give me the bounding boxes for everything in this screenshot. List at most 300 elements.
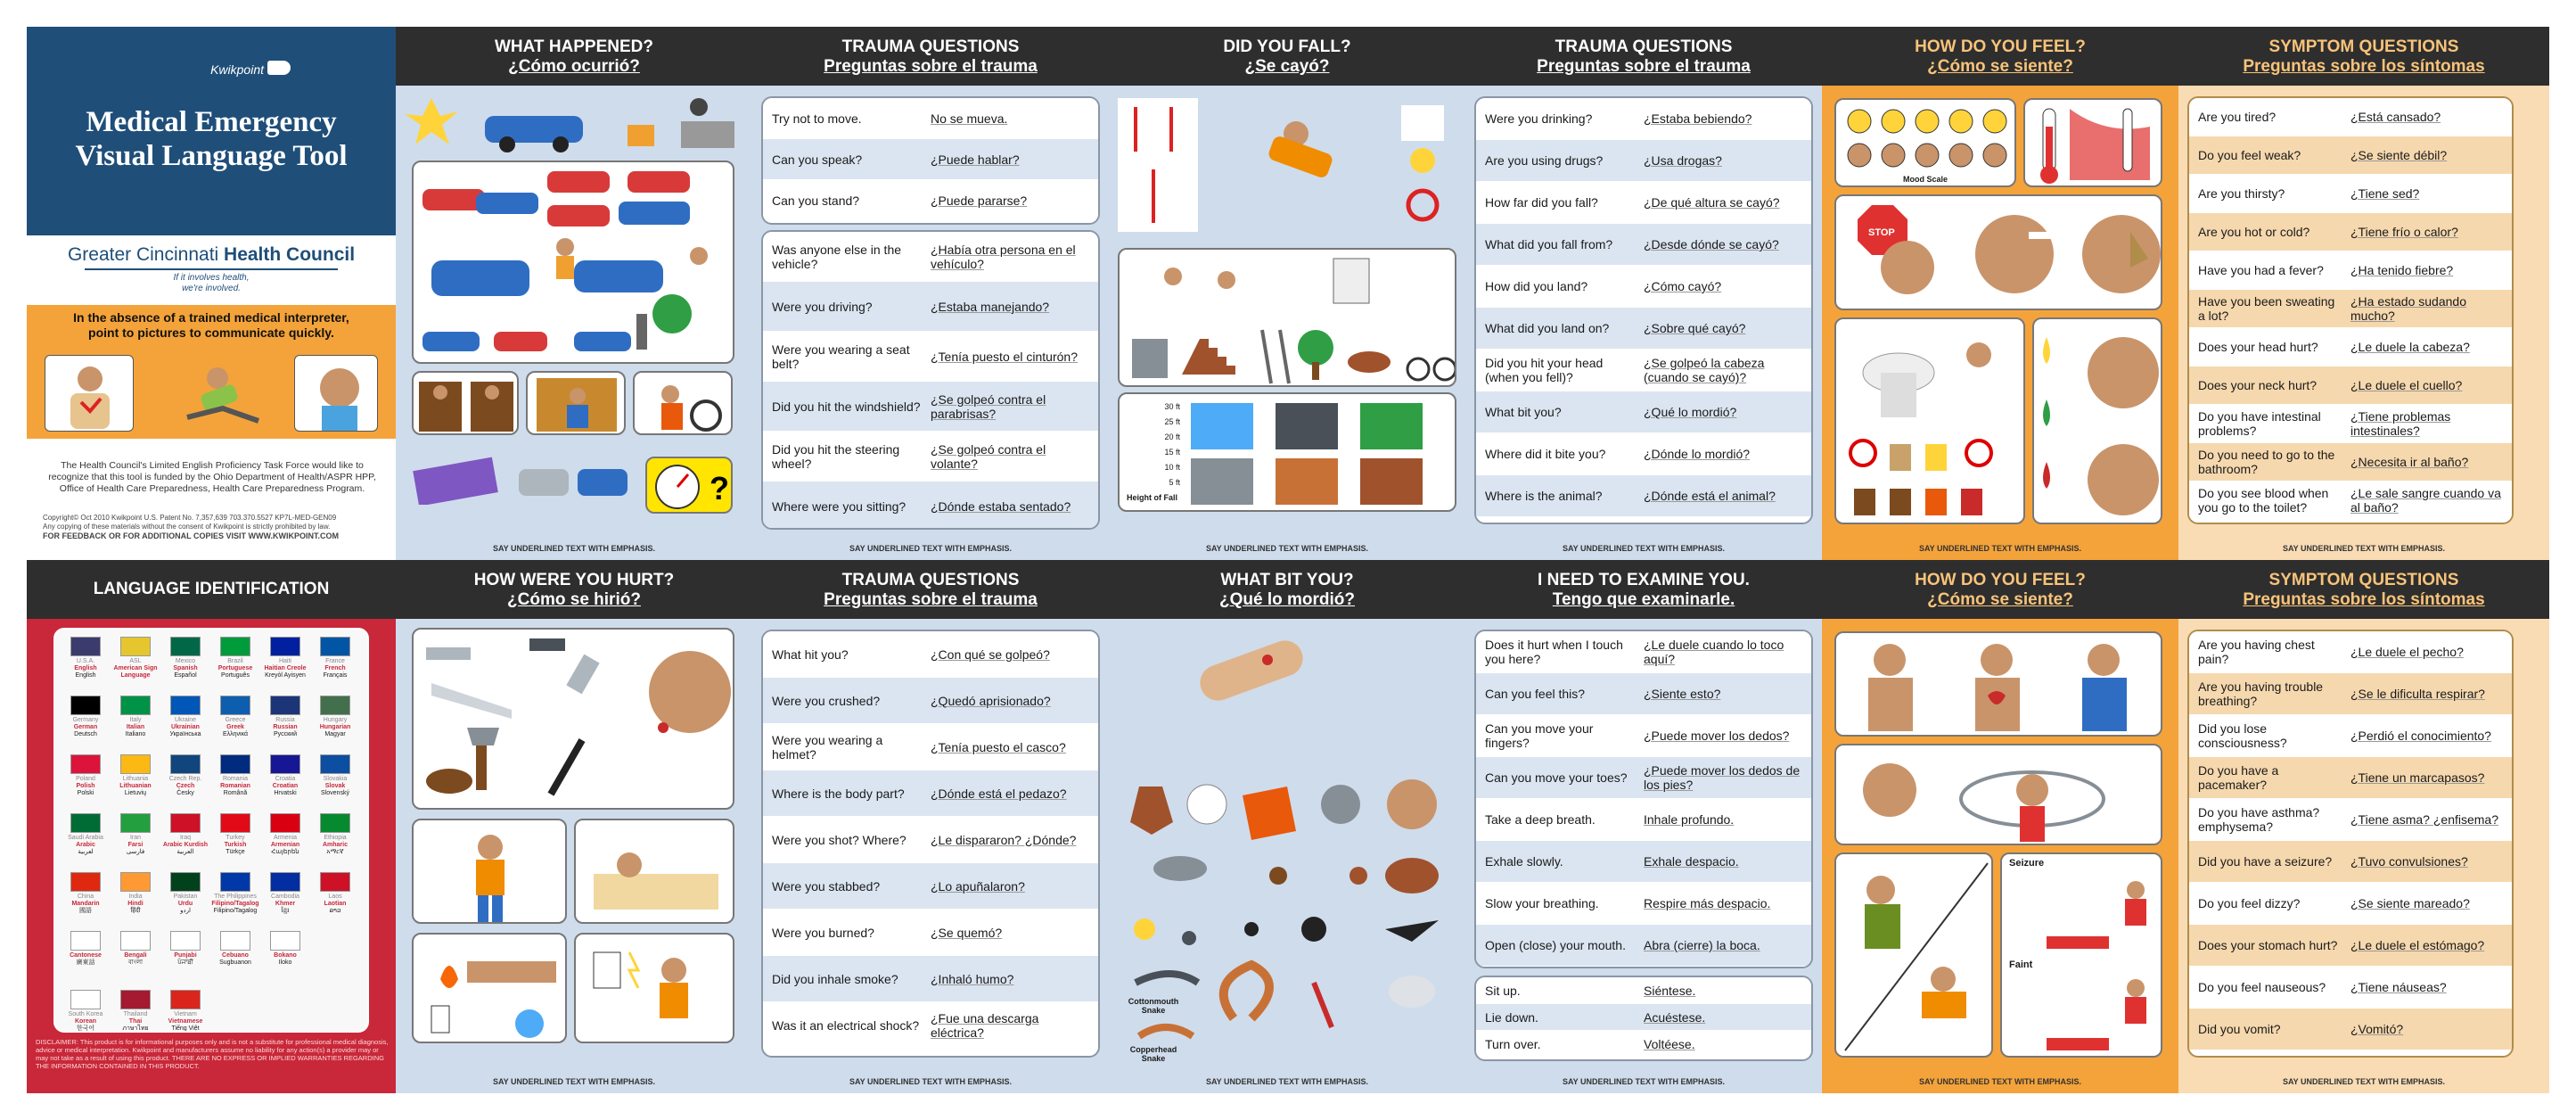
question-row	[763, 817, 1098, 863]
language-name: Bokano	[274, 952, 297, 959]
country-name: Iraq	[179, 835, 192, 841]
question-row	[1476, 224, 1811, 266]
question-row	[763, 770, 1098, 817]
question-english: How far did you fall?	[1485, 195, 1598, 210]
question-english: Have you had a fever?	[2198, 263, 2324, 277]
language-item[interactable]	[260, 813, 310, 869]
svg-text:STOP: STOP	[1868, 227, 1895, 238]
question-spanish: ¿Tiene asma? ¿enfisema?	[2350, 812, 2498, 827]
language-item[interactable]	[310, 637, 360, 692]
emphasis-note: SAY UNDERLINED TEXT WITH EMPHASIS.	[1562, 544, 1726, 553]
thermometer-picture	[2023, 98, 2162, 187]
did-you-fall-panel	[1109, 27, 1465, 560]
question-row	[1476, 98, 1811, 140]
symptom-card-a	[2187, 96, 2514, 524]
language-native: हिंदी	[130, 908, 141, 914]
language-name: Armenian	[270, 842, 300, 848]
language-name: Cantonese	[70, 952, 102, 959]
question-english: Were you crushed?	[772, 693, 881, 708]
flag-icon	[270, 931, 300, 951]
question-spanish: ¿Puede mover los dedos?	[1644, 729, 1790, 743]
language-item[interactable]	[111, 813, 160, 869]
language-item[interactable]	[61, 813, 111, 869]
question-english: Do you have a pacemaker?	[2198, 763, 2279, 792]
question-spanish: ¿Tiene un marcapasos?	[2350, 770, 2485, 785]
language-name: American Sign Language	[113, 665, 158, 679]
language-native: Українська	[169, 731, 201, 737]
language-item[interactable]	[310, 813, 360, 869]
country-name: Saudi Arabia	[68, 835, 103, 841]
country-name: Vietnam	[174, 1011, 197, 1017]
question-row	[763, 382, 1098, 432]
vehicle-interior-picture	[412, 371, 519, 435]
question-row	[2189, 290, 2512, 328]
question-spanish: No se mueva.	[931, 111, 1008, 126]
language-item[interactable]	[111, 990, 160, 1033]
question-spanish: ¿Ha tenido fiebre?	[2350, 263, 2454, 277]
question-row	[2189, 175, 2512, 213]
language-name: Spanish	[173, 665, 198, 671]
flag-icon	[70, 813, 101, 833]
language-item[interactable]	[260, 931, 310, 986]
question-english: Are you having trouble breathing?	[2198, 679, 2324, 708]
language-native: ภาษาไทย	[122, 1025, 149, 1032]
flag-icon	[70, 990, 101, 1009]
question-spanish: Siéntese.	[1644, 983, 1696, 998]
emphasis-note: SAY UNDERLINED TEXT WITH EMPHASIS.	[1562, 1077, 1726, 1086]
question-row	[1476, 475, 1811, 517]
language-name: Khmer	[275, 901, 296, 907]
question-english: Did you have a seizure?	[2198, 854, 2333, 869]
question-row	[763, 232, 1098, 282]
question-row	[1476, 182, 1811, 224]
trauma-questions-panel-3	[752, 560, 1109, 1093]
question-row	[2189, 967, 2512, 1009]
country-name: South Korea	[68, 1011, 103, 1017]
question-english: Does your neck hurt?	[2198, 378, 2318, 392]
language-item[interactable]	[210, 872, 260, 927]
cover-intro: In the absence of a trained medical interpreter, point to pictures to communicate quickly.	[73, 310, 349, 340]
country-name: The Philippines	[214, 894, 257, 900]
flag-icon	[220, 637, 250, 656]
language-item[interactable]	[160, 813, 210, 869]
question-row	[2189, 443, 2512, 482]
question-english: Can you speak?	[772, 152, 863, 167]
question-english: Are you thirsty?	[2198, 186, 2285, 201]
flag-icon	[170, 872, 201, 892]
language-native: Kreyòl Ayisyen	[265, 672, 306, 679]
question-row	[763, 1002, 1098, 1049]
height-caption: Height of Fall	[1127, 493, 1177, 502]
mood-scale-label: Mood Scale	[1902, 175, 1948, 184]
examine-card	[1474, 630, 1813, 968]
country-name: Mexico	[175, 658, 196, 664]
country-name: Hungary	[323, 717, 348, 723]
flag-icon	[170, 637, 201, 656]
language-item[interactable]	[310, 872, 360, 927]
country-name: U.S.A.	[76, 658, 95, 664]
language-native: Magyar	[324, 731, 346, 737]
question-spanish: ¿Sobre qué cayó?	[1644, 321, 1746, 335]
language-item[interactable]	[61, 872, 111, 927]
question-row	[1476, 391, 1811, 433]
question-spanish: ¿Qué lo mordió?	[1644, 405, 1737, 419]
question-row	[2189, 799, 2512, 841]
seizure-faint-picture	[2000, 852, 2162, 1058]
language-item[interactable]	[160, 931, 210, 986]
language-item[interactable]	[111, 754, 160, 810]
question-english: Are you using drugs?	[1485, 153, 1604, 168]
question-english: Were you burned?	[772, 925, 874, 940]
country-name: Pakistan	[173, 894, 198, 900]
injured-person-picture	[574, 819, 734, 924]
question-english: What bit you?	[1485, 405, 1562, 419]
question-spanish: ¿Estaba bebiendo?	[1644, 111, 1752, 126]
question-row	[763, 98, 1098, 139]
question-spanish: ¿Tiene sed?	[2350, 186, 2420, 201]
flag-icon	[170, 696, 201, 715]
question-row	[1476, 799, 1811, 841]
flag-icon	[120, 696, 151, 715]
language-item[interactable]	[61, 754, 111, 810]
flag-icon	[70, 872, 101, 892]
nausea-picture	[1834, 852, 1993, 1058]
question-spanish: ¿Dónde está el animal?	[1644, 489, 1776, 503]
question-english: Do you feel dizzy?	[2198, 896, 2301, 910]
language-item[interactable]	[210, 990, 260, 1033]
weapons-tools-picture	[412, 628, 734, 810]
trauma-questions-panel-1	[752, 27, 1109, 560]
flag-icon	[220, 931, 250, 951]
emphasis-note: SAY UNDERLINED TEXT WITH EMPHASIS.	[1205, 544, 1369, 553]
flag-icon	[120, 872, 151, 892]
language-native: Español	[174, 672, 197, 679]
question-row	[2189, 631, 2512, 673]
question-row	[2189, 757, 2512, 799]
country-name: Ukraine	[174, 717, 197, 723]
question-english: Were you shot? Where?	[772, 832, 907, 847]
language-name: Greek	[226, 724, 244, 730]
country-name: Iran	[129, 835, 142, 841]
language-name: Russian	[273, 724, 298, 730]
language-item[interactable]	[61, 696, 111, 751]
question-english: Lie down.	[1485, 1009, 1538, 1025]
language-item[interactable]	[260, 696, 310, 751]
question-english: Are you hot or cold?	[2198, 225, 2310, 239]
question-row	[763, 863, 1098, 910]
language-native: Français	[323, 672, 348, 679]
question-english: Were you stabbed?	[772, 878, 881, 894]
language-item[interactable]	[260, 990, 310, 1033]
country-name: Thailand	[123, 1011, 148, 1017]
question-row	[763, 139, 1098, 180]
flag-icon	[120, 931, 151, 951]
question-spanish: ¿Tenía puesto el casco?	[931, 739, 1066, 754]
question-row	[763, 678, 1098, 724]
copperhead-label: Copperhead Snake	[1129, 1045, 1177, 1063]
question-spanish: Acuéstese.	[1644, 1009, 1706, 1025]
language-native: Iloko	[278, 959, 292, 966]
trauma-card-a	[761, 96, 1100, 225]
language-native: Sugbuanon	[219, 959, 251, 966]
country-name: France	[325, 658, 345, 664]
question-row	[1476, 715, 1811, 757]
question-english: Were you driving?	[772, 299, 873, 314]
question-spanish: Exhale despacio.	[1644, 854, 1739, 869]
flag-icon	[70, 696, 101, 715]
flag-icon	[120, 990, 151, 1009]
country-name: Lithuania	[122, 776, 149, 782]
height-tick: 25 ft	[1164, 417, 1180, 426]
how-do-you-feel-panel-1	[1822, 27, 2178, 560]
country-name: Brazil	[227, 658, 243, 664]
question-spanish: ¿Fue una descarga eléctrica?	[931, 1010, 1039, 1040]
language-native: Italiano	[125, 731, 146, 737]
flag-icon	[320, 754, 350, 774]
language-item[interactable]	[210, 813, 260, 869]
bit-header: WHAT BIT YOU? ¿Qué lo mordió?	[1109, 560, 1465, 619]
language-name: Hindi	[127, 901, 144, 907]
question-spanish: ¿Puede hablar?	[931, 152, 1020, 167]
question-spanish: ¿Se golpeó la cabeza (cuando se cayó)?	[1644, 356, 1765, 384]
steering-picture	[633, 371, 733, 435]
question-spanish: ¿Tiene frío o calor?	[2350, 225, 2458, 239]
language-name: Arabic	[76, 842, 95, 848]
language-item[interactable]	[160, 696, 210, 751]
question-english: Did you hit the windshield?	[772, 399, 921, 414]
question-spanish: ¿Le sale sangre cuando va al baño?	[2350, 486, 2501, 515]
question-spanish: ¿Tiene problemas intestinales?	[2350, 409, 2451, 438]
symptom-questions-panel-1	[2178, 27, 2549, 560]
language-name: Korean	[74, 1018, 97, 1025]
trauma-card-b	[761, 230, 1100, 530]
language-item[interactable]	[210, 931, 260, 986]
country-name: Italy	[129, 717, 142, 723]
language-item[interactable]	[310, 990, 360, 1033]
flag-icon	[220, 754, 250, 774]
language-native: Ελληνικά	[222, 731, 249, 737]
language-name: French	[324, 665, 346, 671]
language-item[interactable]	[310, 696, 360, 751]
question-row	[1476, 433, 1811, 475]
language-name: Farsi	[127, 842, 144, 848]
country-name: India	[128, 894, 143, 900]
flag-icon	[170, 813, 201, 833]
cover-credit: The Health Council's Limited English Proficiency Task Force would like to recognize that this tool is funded by the Ohio Department of Health/ASPR HPP, Office of Health Care Preparedness, Health Care Preparedness Program.	[48, 460, 376, 494]
question-spanish: ¿Desde dónde se cayó?	[1644, 237, 1779, 251]
language-item[interactable]	[310, 754, 360, 810]
health-council-logo: Greater Cincinnati Health Council If it involves health, we're involved.	[27, 244, 396, 294]
language-name: Bengali	[124, 952, 147, 959]
language-native: 廣東話	[76, 959, 95, 966]
language-native: বাংলা	[127, 959, 144, 966]
language-item[interactable]	[210, 637, 260, 692]
trauma-header-1: TRAUMA QUESTIONS Preguntas sobre el trauma	[752, 27, 1109, 86]
burn-picture	[412, 933, 567, 1043]
flag-icon	[270, 813, 300, 833]
language-native: Türkçe	[226, 849, 245, 855]
flag-icon	[320, 696, 350, 715]
language-native: فارسی	[126, 849, 145, 855]
language-native: Filipino/Tagalog	[213, 908, 258, 914]
question-english: How did you land?	[1485, 279, 1588, 293]
language-item[interactable]	[160, 754, 210, 810]
country-name: Croatia	[275, 776, 296, 782]
language-item[interactable]	[160, 872, 210, 927]
language-item[interactable]	[111, 872, 160, 927]
question-english: Do you feel weak?	[2198, 148, 2301, 162]
question-spanish: ¿Vomitó?	[2350, 1022, 2404, 1036]
question-english: Where is the animal?	[1485, 489, 1603, 503]
feel-header-2: HOW DO YOU FEEL? ¿Cómo se siente?	[1822, 560, 2178, 619]
animals-picture	[1118, 626, 1456, 1063]
question-spanish: ¿Usa drogas?	[1644, 153, 1722, 168]
question-spanish: ¿Inhaló humo?	[931, 971, 1014, 986]
language-native: Lietuvių	[124, 790, 147, 796]
height-scale-picture	[1118, 392, 1456, 512]
question-spanish: ¿Ha estado sudando mucho?	[2350, 294, 2466, 323]
emphasis-note: SAY UNDERLINED TEXT WITH EMPHASIS.	[492, 544, 656, 553]
flag-icon	[70, 754, 101, 774]
language-item[interactable]	[260, 637, 310, 692]
country-name: Cambodia	[271, 894, 299, 900]
question-row	[763, 332, 1098, 382]
question-spanish: ¿Se quemó?	[931, 925, 1003, 940]
language-name: Arabic Kurdish	[162, 842, 209, 848]
language-item[interactable]	[61, 637, 111, 692]
language-item[interactable]	[260, 754, 310, 810]
country-name: Armenia	[273, 835, 298, 841]
disclaimer: DISCLAIMER: This product is for informational purposes only and is not a substitute for professional medical diagnosis, advice or medical interpretation. Kwikpoint and manufacturers assume no liability for any action(s) a provider may or may not take as a result of using this product. THERE ARE NO EXPRESS OR IMPLIED WARRANTIES REGARDING THE INFORMATION CONTAINED IN THIS PRODUCT.	[36, 1038, 389, 1070]
seizure-label: Seizure	[2009, 858, 2045, 869]
trauma-card-c	[1474, 96, 1813, 524]
question-spanish: ¿Puede pararse?	[931, 193, 1028, 208]
question-row	[1476, 631, 1811, 673]
question-row	[2189, 405, 2512, 443]
question-spanish: ¿Se le dificulta respirar?	[2350, 687, 2485, 701]
language-name: Hungarian	[319, 724, 351, 730]
language-native: اردو	[180, 908, 191, 914]
language-item[interactable]	[160, 990, 210, 1033]
language-item[interactable]	[111, 696, 160, 751]
language-item[interactable]	[111, 637, 160, 692]
question-row	[2189, 213, 2512, 251]
examine-header: I NEED TO EXAMINE YOU. Tengo que examinarle.	[1465, 560, 1822, 619]
question-english: Sit up.	[1485, 983, 1521, 998]
question-row	[1476, 350, 1811, 391]
language-item[interactable]	[160, 637, 210, 692]
emphasis-note: SAY UNDERLINED TEXT WITH EMPHASIS.	[849, 544, 1013, 553]
question-row	[763, 180, 1098, 221]
height-tick: 30 ft	[1164, 402, 1180, 411]
country-name: Romania	[222, 776, 248, 782]
question-english: Does your head hurt?	[2198, 340, 2318, 354]
symptom-questions-panel-2	[2178, 560, 2549, 1093]
question-row	[2189, 136, 2512, 175]
fall-causes-picture	[1118, 248, 1456, 387]
trauma-card-d	[761, 630, 1100, 1058]
language-item[interactable]	[310, 931, 360, 986]
question-row	[1476, 925, 1811, 967]
flag-icon	[270, 696, 300, 715]
question-english: Does your stomach hurt?	[2198, 938, 2338, 952]
flag-icon	[120, 813, 151, 833]
question-english: Have you been sweating a lot?	[2198, 294, 2335, 323]
flag-icon	[220, 872, 250, 892]
cover-intro-band	[27, 305, 396, 439]
nose-mouth-picture	[2032, 317, 2162, 524]
symptom-header-1: SYMPTOM QUESTIONS Preguntas sobre los síntomas	[2178, 27, 2549, 86]
language-item[interactable]	[210, 754, 260, 810]
question-row	[2189, 251, 2512, 290]
language-native: ਪੰਜਾਬੀ	[177, 959, 193, 966]
height-tick: 10 ft	[1164, 463, 1180, 472]
language-name: Polish	[76, 783, 95, 789]
language-name: Ukrainian	[171, 724, 200, 730]
question-row	[2189, 98, 2512, 136]
cottonmouth-label: Cottonmouth Snake	[1128, 997, 1179, 1015]
language-item[interactable]	[210, 696, 260, 751]
emphasis-note: SAY UNDERLINED TEXT WITH EMPHASIS.	[2282, 544, 2446, 553]
hurt-header: HOW WERE YOU HURT? ¿Cómo se hirió?	[396, 560, 752, 619]
language-native: Português	[221, 672, 250, 679]
language-native: Tiếng Việt	[171, 1025, 200, 1032]
question-english: Did you inhale smoke?	[772, 971, 898, 986]
question-spanish: ¿Le duele el cuello?	[2350, 378, 2463, 392]
question-spanish: ¿Dónde está el pedazo?	[931, 786, 1067, 801]
question-english: Where is the body part?	[772, 786, 905, 801]
language-item[interactable]	[260, 872, 310, 927]
question-english: Do you have asthma? emphysema?	[2198, 805, 2320, 834]
question-spanish: ¿Necesita ir al baño?	[2350, 455, 2469, 469]
question-english: Do you need to go to the bathroom?	[2198, 448, 2335, 476]
fall-header: DID YOU FALL? ¿Se cayó?	[1109, 27, 1465, 86]
language-name: German	[73, 724, 98, 730]
question-english: Did you hit your head (when you fell)?	[1485, 356, 1604, 384]
language-name: Cebuano	[222, 952, 249, 959]
language-item[interactable]	[61, 931, 111, 986]
question-spanish: ¿Está cansado?	[2350, 110, 2441, 124]
question-english: Exhale slowly.	[1485, 854, 1563, 869]
question-row	[763, 631, 1098, 678]
question-row	[1476, 1004, 1811, 1031]
question-english: Are you tired?	[2198, 110, 2277, 124]
cover-copyright: Copyright© Oct 2010 Kwikpoint U.S. Patent No. 7,357,639 703.370.5527 KP7L-MED-GEN09 Any copying of these materials without the consent of Kwikpoint is strictly prohibited by law. FOR FEEDBACK OR FOR ADDITIONAL COPIES VISIT WWW.KWIKPOINT.COM	[43, 514, 339, 540]
question-english: Were you wearing a helmet?	[772, 732, 883, 762]
question-english: Where were you sitting?	[772, 498, 907, 514]
wreck-picture	[412, 442, 635, 505]
flag-icon	[220, 813, 250, 833]
language-item[interactable]	[111, 931, 160, 986]
question-spanish: ¿Dónde estaba sentado?	[931, 498, 1071, 514]
language-native: 國語	[79, 908, 92, 914]
examine-panel	[1465, 560, 1822, 1093]
question-spanish: Voltéese.	[1644, 1036, 1695, 1051]
question-english: Are you having chest pain?	[2198, 638, 2315, 666]
height-tick: 5 ft	[1169, 478, 1180, 487]
language-item[interactable]	[61, 990, 111, 1033]
language-native: Slovenský	[321, 790, 349, 796]
question-spanish: ¿Se siente mareado?	[2350, 896, 2470, 910]
question-spanish: ¿Le dispararon? ¿Dónde?	[931, 832, 1077, 847]
question-row	[2189, 841, 2512, 883]
country-name: ASL	[129, 658, 142, 664]
dizziness-picture	[1834, 744, 2162, 845]
question-spanish: Respire más despacio.	[1644, 896, 1771, 910]
flag-icon	[170, 931, 201, 951]
question-row	[2189, 673, 2512, 715]
what-happened-header: WHAT HAPPENED? ¿Cómo ocurrió?	[396, 27, 752, 86]
